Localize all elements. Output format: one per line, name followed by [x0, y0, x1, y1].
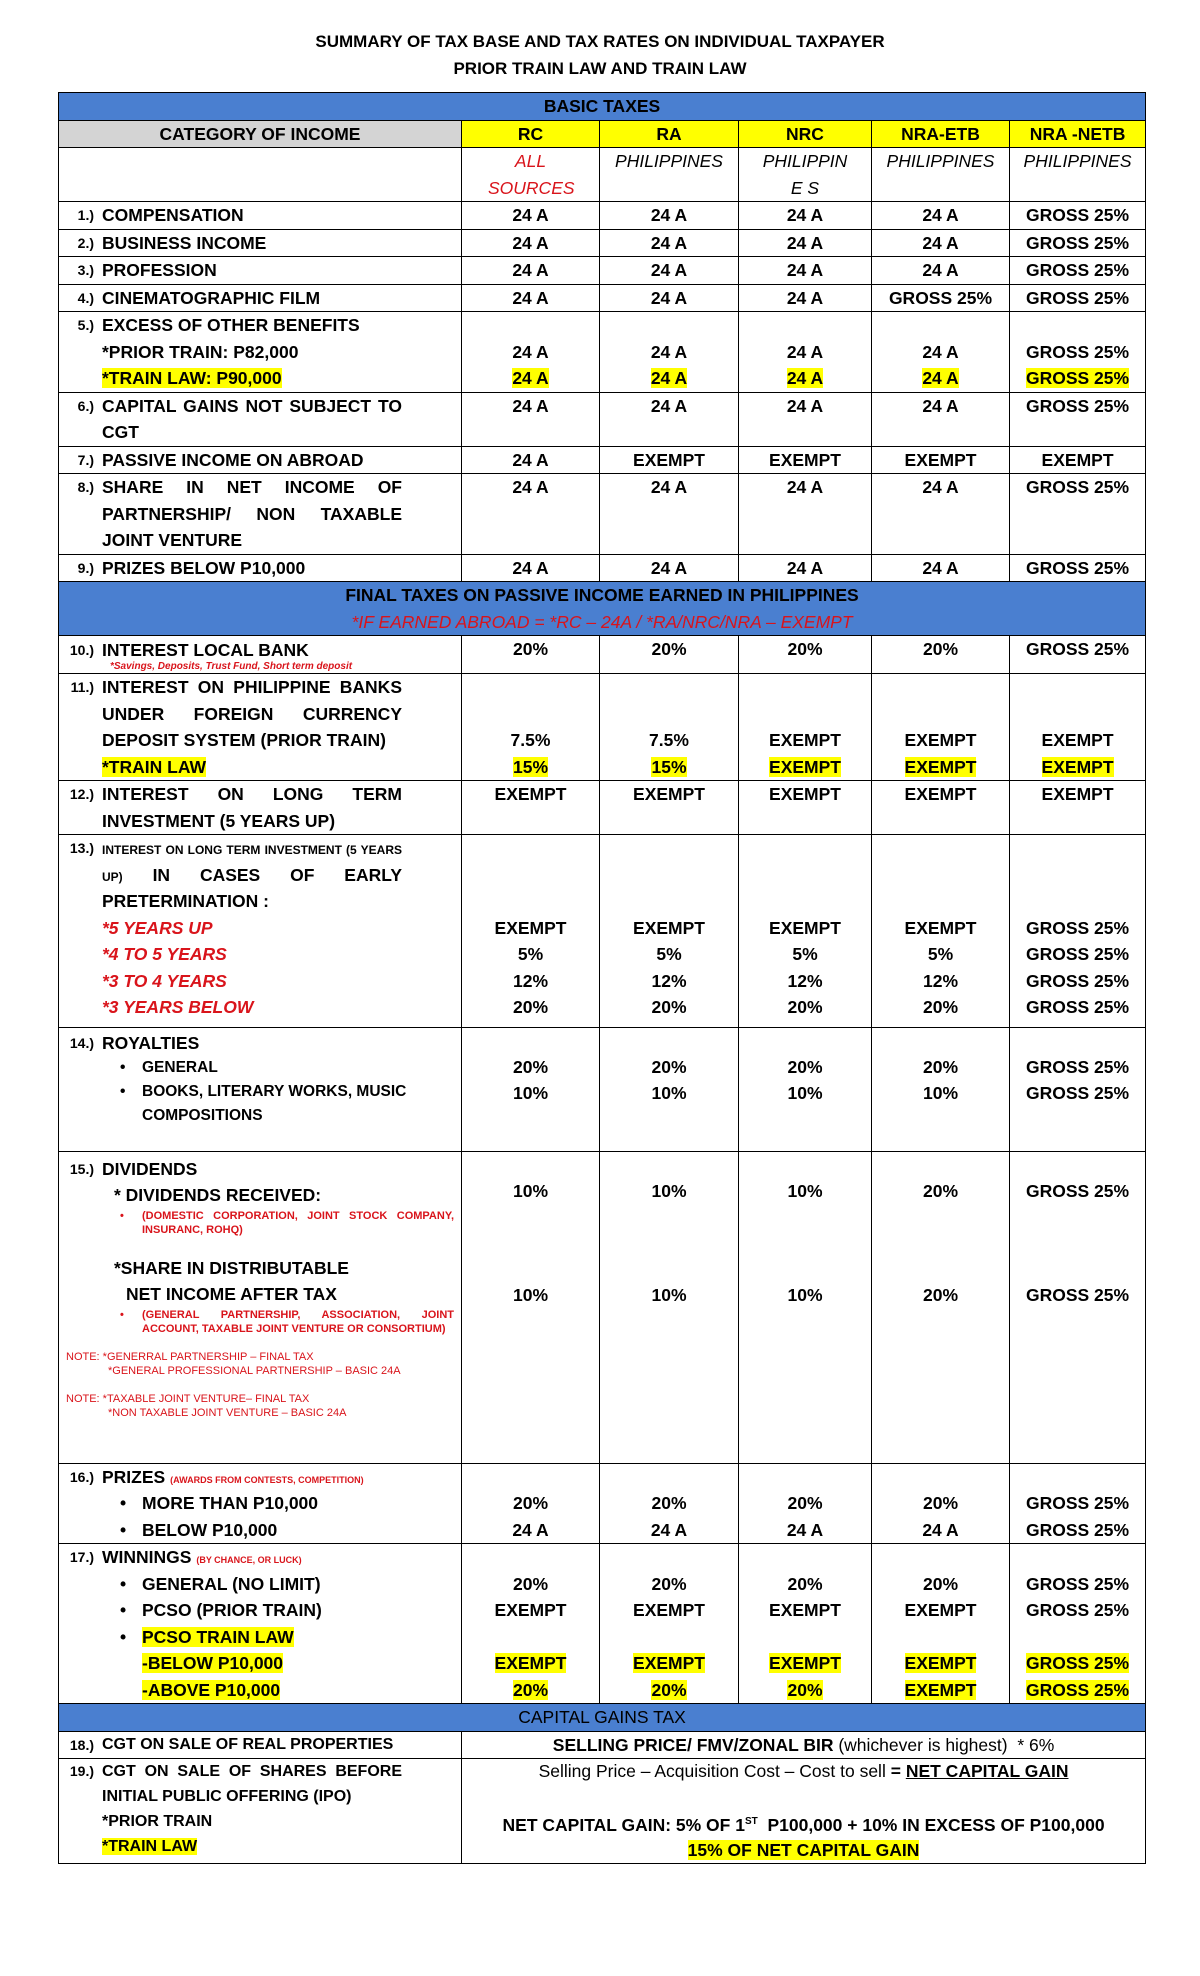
cell-value: GROSS 25%	[1010, 554, 1146, 582]
cell-value: 24 A	[786, 341, 824, 362]
cell-value-train: GROSS 25%	[1025, 1653, 1130, 1673]
cell-value: 7.5%	[510, 730, 551, 750]
cell-value: 24 A	[600, 257, 739, 285]
row-number: 6.)	[77, 397, 94, 414]
row-label: INTEREST ON PHILIPPINE BANKS UNDER FOREIGN CURRENCY DEPOSIT SYSTEM (PRIOR TRAIN)	[102, 677, 402, 750]
cell-value: GROSS 25%	[1010, 284, 1146, 312]
cell-value: EXEMPT	[904, 730, 977, 750]
cell-value: GROSS 25%	[1010, 229, 1146, 257]
cell-value-train: 20%	[651, 1679, 687, 1700]
row-label: SHARE IN NET INCOME OF PARTNERSHIP/ NON TAXABLE JOINT VENTURE	[102, 477, 402, 550]
table-row	[59, 674, 1146, 781]
sources-blank	[59, 148, 462, 202]
share-distributable-label-2: NET INCOME AFTER TAX	[126, 1284, 337, 1304]
cell-value-train: EXEMPT	[904, 1679, 977, 1700]
cell-value: 20%	[600, 636, 739, 674]
table-row	[59, 1463, 1146, 1544]
cell-value: 20%	[922, 1493, 959, 1513]
table-row	[59, 392, 1146, 446]
note-line: NOTE: *TAXABLE JOINT VENTURE– FINAL TAX	[66, 1392, 310, 1405]
table-row	[59, 257, 1146, 285]
train-law-label: *TRAIN LAW	[102, 1838, 198, 1855]
cell-value: 24 A	[872, 554, 1010, 582]
cell-value: GROSS 25%	[1025, 1083, 1130, 1103]
row-label: CGT ON SALE OF REAL PROPERTIES	[102, 1735, 394, 1753]
cell-value: 10%	[512, 1083, 549, 1103]
row-number: 14.)	[69, 1034, 94, 1051]
term-item: *3 YEARS BELOW	[102, 997, 254, 1017]
cell-value-train: 24 A	[650, 368, 688, 388]
header-nra-etb: NRA-ETB	[872, 120, 1010, 148]
cell-value: 10%	[651, 1285, 687, 1305]
cell-value: 10%	[787, 1285, 823, 1305]
cell-value: GROSS 25%	[1025, 1600, 1130, 1620]
cell-value: 12%	[651, 970, 687, 991]
cell-value: GROSS 25%	[1025, 997, 1130, 1017]
row-label: INTEREST ON LONG TERM INVESTMENT (5 YEARS UP)	[102, 784, 402, 831]
cell-value: EXEMPT	[633, 917, 705, 938]
cell-value: EXEMPT	[769, 917, 841, 938]
row-number: 12.)	[69, 786, 94, 802]
row-number: 5.)	[77, 317, 94, 333]
source-rc: ALL SOURCES	[462, 148, 600, 202]
cell-value: 24 A	[872, 474, 1010, 555]
table-row	[59, 781, 1146, 835]
document-title	[0, 28, 1200, 82]
cell-value: GROSS 25%	[1025, 1519, 1130, 1540]
row-label: WINNINGS	[102, 1547, 192, 1567]
table-row	[59, 554, 1146, 582]
list-item: • PCSO (PRIOR TRAIN)	[66, 1597, 454, 1624]
row-number: 7.)	[77, 451, 94, 468]
cell-value: 24 A	[739, 474, 872, 555]
sources-row	[59, 148, 1146, 202]
title-line-1: SUMMARY OF TAX BASE AND TAX RATES ON INDIVIDUAL TAXPAYER	[315, 32, 885, 51]
row-note: *Savings, Deposits, Trust Fund, Short term deposit	[110, 661, 353, 672]
row-label: PRIZES	[102, 1466, 166, 1487]
term-item: *5 YEARS UP	[102, 917, 213, 938]
cell-value-train: 24 A	[922, 368, 959, 388]
list-item: • BOOKS, LITERARY WORKS, MUSIC COMPOSITIONS	[66, 1080, 454, 1128]
table-row	[59, 1731, 1146, 1759]
cell-value: EXEMPT	[600, 781, 739, 835]
cell-value: 24 A	[872, 202, 1010, 230]
table-row	[59, 474, 1146, 555]
cell-value: 20%	[512, 1056, 549, 1077]
cell-value: 20%	[922, 1285, 959, 1305]
cell-value: 24 A	[462, 229, 600, 257]
cell-value: GROSS 25%	[872, 284, 1010, 312]
row-number: 19.)	[69, 1763, 94, 1779]
cell-value: 24 A	[739, 257, 872, 285]
cell-value: 24 A	[462, 202, 600, 230]
cell-value: 24 A	[739, 554, 872, 582]
source-netb: PHILIPPINES	[1010, 148, 1146, 202]
prior-train-value-sup: ST	[744, 1816, 758, 1827]
cell-value-train: EXEMPT	[904, 1653, 977, 1673]
cell-value: GROSS 25%	[1010, 474, 1146, 555]
row-label: INTEREST LOCAL BANK	[102, 640, 309, 660]
share-distributable-label: *SHARE IN DISTRIBUTABLE	[114, 1257, 349, 1278]
row-number: 3.)	[77, 262, 94, 278]
cell-value-train: EXEMPT	[769, 756, 841, 777]
cell-value: EXEMPT	[739, 446, 872, 474]
cell-value: 24 A	[600, 229, 739, 257]
row-number: 13.)	[69, 840, 94, 856]
cell-value: 20%	[462, 636, 600, 674]
table-row	[59, 1151, 1146, 1463]
row-number: 18.)	[69, 1736, 94, 1753]
row-label: PASSIVE INCOME ON ABROAD	[102, 449, 364, 470]
dividends-received-note: • (DOMESTIC CORPORATION, JOINT STOCK COMPANY, INSURANC, ROHQ)	[66, 1209, 454, 1237]
cell-value: EXEMPT	[872, 446, 1010, 474]
note-line: NOTE: *GENERRAL PARTNERSHIP – FINAL TAX	[66, 1350, 314, 1363]
cell-value: GROSS 25%	[1025, 1493, 1130, 1513]
cell-value: 10%	[651, 1180, 687, 1201]
list-item: • GENERAL (NO LIMIT)	[66, 1571, 454, 1598]
cgt-value-a: SELLING PRICE/ FMV/ZONAL BIR	[552, 1734, 834, 1755]
cell-value: 20%	[739, 636, 872, 674]
header-category: CATEGORY OF INCOME	[59, 120, 462, 148]
list-item: • BELOW P10,000	[66, 1517, 454, 1544]
prior-train-value-2: P100,000 + 10% IN EXCESS OF P100,000	[767, 1814, 1105, 1835]
cell-value-train: 24 A	[786, 368, 824, 388]
cell-value: 24 A	[650, 1519, 688, 1540]
cell-value: GROSS 25%	[1010, 202, 1146, 230]
row-number: 10.)	[69, 642, 94, 658]
table-row	[59, 1759, 1146, 1864]
cell-value: 24 A	[922, 1519, 959, 1540]
cell-value: EXEMPT	[769, 730, 841, 750]
cell-value: 5%	[656, 944, 682, 964]
cell-value: GROSS 25%	[1010, 636, 1146, 674]
cell-value: EXEMPT	[462, 781, 600, 835]
cell-value: 24 A	[872, 392, 1010, 446]
header-nra-netb: NRA -NETB	[1010, 120, 1146, 148]
header-row	[59, 120, 1146, 148]
table-row	[59, 229, 1146, 257]
cell-value: 10%	[922, 1083, 959, 1103]
row-label: DIVIDENDS	[102, 1158, 198, 1179]
cell-value: EXEMPT	[1010, 446, 1146, 474]
basic-taxes-band	[59, 93, 1146, 121]
cell-value-train: EXEMPT	[494, 1653, 567, 1673]
cell-value: 24 A	[786, 1519, 824, 1540]
cell-value-train: 24 A	[512, 368, 549, 388]
row-number: 8.)	[77, 479, 94, 495]
cgt-value-c: * 6%	[1017, 1734, 1055, 1755]
list-subitem: -BELOW P10,000	[142, 1653, 284, 1673]
cell-value: 20%	[787, 1573, 823, 1594]
cell-value: 20%	[922, 1573, 959, 1594]
cell-value: 10%	[787, 1180, 823, 1201]
tax-summary-table	[58, 92, 1146, 1864]
list-item: • GENERAL	[66, 1056, 454, 1080]
cell-value: 20%	[651, 1573, 687, 1594]
cell-value-train: 15%	[512, 756, 549, 777]
cell-value: EXEMPT	[904, 917, 977, 938]
cell-value: GROSS 25%	[1025, 1573, 1130, 1594]
cell-value: EXEMPT	[739, 781, 872, 835]
cell-value: 10%	[787, 1083, 823, 1103]
cell-value: 24 A	[739, 202, 872, 230]
list-item: • MORE THAN P10,000	[66, 1490, 454, 1517]
formula-text: Selling Price – Acquisition Cost – Cost to sell	[538, 1761, 886, 1781]
row-label: PRIZES BELOW P10,000	[102, 557, 306, 578]
cell-value: GROSS 25%	[1025, 917, 1130, 938]
cell-value-train: 15%	[651, 756, 687, 777]
cell-value: 24 A	[739, 284, 872, 312]
cell-value: 24 A	[462, 392, 600, 446]
cell-value: GROSS 25%	[1025, 341, 1130, 362]
cell-value: 20%	[922, 997, 959, 1017]
cell-value-train: GROSS 25%	[1025, 1679, 1130, 1700]
cell-value: 24 A	[600, 554, 739, 582]
cell-value: 20%	[512, 997, 549, 1017]
cell-value: EXEMPT	[1041, 730, 1114, 750]
table-row	[59, 284, 1146, 312]
cell-value: EXEMPT	[494, 1600, 567, 1620]
cell-value: 20%	[872, 636, 1010, 674]
note-line: *NON TAXABLE JOINT VENTURE – BASIC 24A	[108, 1406, 347, 1419]
cell-value-train: 20%	[512, 1679, 549, 1700]
row-label: EXCESS OF OTHER BENEFITS	[102, 315, 360, 335]
cell-value: 24 A	[512, 341, 549, 362]
row-label: COMPENSATION	[102, 205, 244, 225]
cell-value-train: EXEMPT	[769, 1653, 841, 1673]
cell-value: 24 A	[462, 554, 600, 582]
final-taxes-band	[59, 582, 1146, 636]
cell-value: GROSS 25%	[1025, 1056, 1130, 1077]
cell-value-train: EXEMPT	[1041, 756, 1114, 777]
cell-value: GROSS 25%	[1010, 392, 1146, 446]
cell-value: 10%	[651, 1083, 687, 1103]
cell-value: 20%	[922, 1056, 959, 1077]
cell-value: 24 A	[872, 229, 1010, 257]
cell-value: GROSS 25%	[1025, 1285, 1130, 1305]
cell-value: EXEMPT	[600, 446, 739, 474]
cell-value: 24 A	[462, 474, 600, 555]
row-number: 9.)	[77, 559, 94, 576]
prior-train-label: *PRIOR TRAIN: P82,000	[102, 341, 299, 362]
note-line: *GENERAL PROFESSIONAL PARTNERSHIP – BASIC 24A	[108, 1364, 401, 1377]
cell-value: 20%	[512, 1493, 549, 1513]
cell-value: GROSS 25%	[1025, 1180, 1130, 1201]
cell-value-train: GROSS 25%	[1025, 368, 1130, 388]
cell-value: 24 A	[462, 446, 600, 474]
cell-value: 5%	[517, 944, 544, 964]
cell-value: 24 A	[600, 202, 739, 230]
table-row	[59, 312, 1146, 393]
row-number: 15.)	[69, 1160, 94, 1177]
table-row	[59, 835, 1146, 1028]
row-label: CGT ON SALE OF SHARES BEFORE INITIAL PUBLIC OFFERING (IPO)	[102, 1763, 402, 1805]
cell-value: 12%	[512, 970, 549, 991]
row-label-note: (BY CHANCE, OR LUCK)	[196, 1555, 302, 1565]
band-label: FINAL TAXES ON PASSIVE INCOME EARNED IN PHILIPPINES	[345, 585, 859, 605]
cell-value-train: 20%	[787, 1679, 823, 1700]
cell-value-train: EXEMPT	[904, 756, 977, 777]
cell-value: 12%	[787, 970, 823, 991]
table-row	[59, 636, 1146, 674]
cell-value: 12%	[922, 970, 959, 991]
table-row	[59, 1544, 1146, 1704]
cell-value: 24 A	[872, 257, 1010, 285]
cell-value: 20%	[512, 1573, 549, 1594]
title-line-2: PRIOR TRAIN LAW AND TRAIN LAW	[453, 59, 747, 78]
row-label-note: (AWARDS FROM CONTESTS, COMPETITION)	[170, 1474, 364, 1485]
source-etb: PHILIPPINES	[872, 148, 1010, 202]
cell-value: 7.5%	[649, 730, 689, 750]
prior-train-value: NET CAPITAL GAIN: 5% OF 1	[502, 1814, 745, 1835]
cell-value: 24 A	[512, 1519, 549, 1540]
row-number: 2.)	[77, 234, 94, 251]
train-law-label: *TRAIN LAW	[102, 756, 207, 777]
cell-value: 24 A	[922, 341, 959, 362]
row-number: 11.)	[70, 679, 94, 695]
source-ra: PHILIPPINES	[600, 148, 739, 202]
cell-value: 20%	[922, 1180, 959, 1201]
header-rc: RC	[462, 120, 600, 148]
formula-eq: =	[890, 1761, 901, 1781]
cell-value: 24 A	[462, 284, 600, 312]
band-label: CAPITAL GAINS TAX	[59, 1704, 1146, 1732]
cell-value: EXEMPT	[494, 917, 567, 938]
cell-value: 24 A	[739, 229, 872, 257]
row-label: PROFESSION	[102, 260, 217, 280]
row-label: IN CASES OF EARLY PRETERMINATION :	[102, 864, 402, 911]
list-item	[66, 1624, 454, 1651]
row-label: CAPITAL GAINS NOT SUBJECT TO CGT	[102, 395, 402, 442]
list-subitem: -ABOVE P10,000	[142, 1679, 281, 1700]
cell-value: 20%	[651, 997, 687, 1017]
row-label-small: INTEREST ON LONG TERM INVESTMENT (5 YEARS UP)	[102, 843, 402, 884]
cell-value: EXEMPT	[769, 1600, 841, 1620]
cell-value: GROSS 25%	[1025, 970, 1130, 991]
cell-value: 24 A	[600, 284, 739, 312]
cell-value: EXEMPT	[904, 1600, 977, 1620]
row-number: 4.)	[77, 289, 94, 306]
row-label: CINEMATOGRAPHIC FILM	[102, 287, 321, 308]
prior-train-label: *PRIOR TRAIN	[102, 1813, 213, 1830]
train-law-value: 15% OF NET CAPITAL GAIN	[687, 1839, 920, 1860]
cell-value: 5%	[792, 944, 818, 964]
cell-value: GROSS 25%	[1010, 257, 1146, 285]
formula-result: NET CAPITAL GAIN	[905, 1761, 1069, 1781]
row-label: ROYALTIES	[102, 1032, 200, 1053]
table-row	[59, 446, 1146, 474]
cell-value: 20%	[651, 1056, 687, 1077]
source-nrc: PHILIPPINE S	[739, 148, 872, 202]
train-law-label: *TRAIN LAW: P90,000	[102, 368, 282, 388]
term-item: *4 TO 5 YEARS	[102, 944, 227, 964]
cell-value: 24 A	[739, 392, 872, 446]
table-row	[59, 202, 1146, 230]
cell-value: 10%	[512, 1180, 549, 1201]
band-label: BASIC TAXES	[59, 93, 1146, 121]
header-ra: RA	[600, 120, 739, 148]
cell-value: 20%	[787, 1493, 823, 1513]
cell-value: 20%	[787, 997, 823, 1017]
term-item: *3 TO 4 YEARS	[102, 970, 227, 991]
cell-value: EXEMPT	[872, 781, 1010, 835]
cell-value: 20%	[651, 1493, 687, 1513]
row-number: 16.)	[69, 1468, 94, 1485]
cell-value: 10%	[512, 1285, 549, 1305]
header-nrc: NRC	[739, 120, 872, 148]
cell-value: EXEMPT	[1010, 781, 1146, 835]
row-number: 1.)	[77, 207, 94, 223]
share-distributable-note: • (GENERAL PARTNERSHIP, ASSOCIATION, JOINT ACCOUNT, TAXABLE JOINT VENTURE OR CONSORTIUM)	[66, 1308, 454, 1336]
row-number: 17.)	[69, 1549, 94, 1565]
cell-value: 24 A	[650, 341, 688, 362]
cgt-value-b: (whichever is highest)	[838, 1734, 1008, 1755]
band-subtitle: *IF EARNED ABROAD = *RC – 24A / *RA/NRC/NRA – EXEMPT	[351, 611, 853, 632]
cell-value-train: EXEMPT	[633, 1653, 705, 1673]
list-item-text: PCSO TRAIN LAW	[142, 1626, 294, 1647]
cell-value: GROSS 25%	[1025, 944, 1130, 964]
dividends-received-label: * DIVIDENDS RECEIVED:	[114, 1185, 322, 1205]
row-label: BUSINESS INCOME	[102, 232, 267, 253]
cell-value: 5%	[927, 944, 954, 964]
cell-value: 20%	[787, 1056, 823, 1077]
cell-value: EXEMPT	[633, 1600, 705, 1620]
table-row	[59, 1027, 1146, 1151]
cell-value: 24 A	[600, 392, 739, 446]
cell-value: 24 A	[462, 257, 600, 285]
capital-gains-band	[59, 1704, 1146, 1732]
cell-value: 24 A	[600, 474, 739, 555]
